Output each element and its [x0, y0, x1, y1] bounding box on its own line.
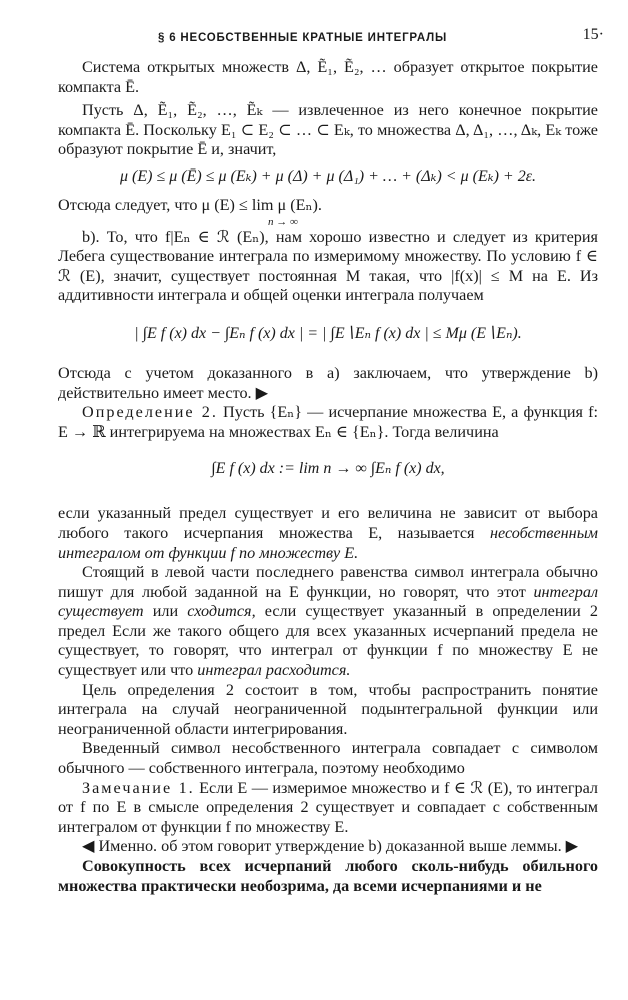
formula-integral-difference: | ∫E f (x) dx − ∫Eₙ f (x) dx | = | ∫E∖Eₙ f (x) dx | ≤ Mμ (E∖Eₙ). — [134, 324, 522, 342]
limit-subscript: n → ∞ — [268, 215, 298, 228]
term-diverges: интеграл расходится. — [197, 661, 351, 680]
formula-measure-estimate: μ (E) ≤ μ (Ē) ≤ μ (Eₖ) + μ (Δ) + μ (Δ₁) + … + (Δₖ) < μ (Eₖ) + 2ε. — [120, 167, 536, 185]
paragraph-limit-conclusion — [58, 196, 598, 216]
remark-text: Если E — измеримое множество и f ∈ ℛ (E), то интеграл от f по E в смысле определения 2 существует и совпадает с собственным интегралом от функции f по множеству E. — [58, 778, 598, 836]
definition-label: Определение 2. — [82, 403, 218, 422]
book-page — [58, 26, 604, 896]
definition-condition: если указанный предел существует и его величина не зависит от выбора любого такого исчерпания множества E, называется — [58, 504, 598, 542]
paragraph-convergence — [58, 563, 598, 681]
paragraph-part-b: b). То, что f|Eₙ ∈ ℛ (Eₙ), нам хорошо известно и следует из критерия Лебега существование интеграла по измеримому множеству. По условию f ∈ ℛ (E), значит, существует постоянная M такая, что |f(x)| ≤ M на E. Из аддитивности интеграла и общей оценки интеграла получаем — [58, 227, 598, 305]
page-number: 15· — [582, 26, 604, 43]
running-header — [58, 26, 604, 50]
paragraph-definition-continuation — [58, 504, 598, 563]
convergence-text-2: или — [152, 602, 179, 621]
term-integral-exists: интеграл существует — [58, 582, 598, 621]
convergence-text-1: Стоящий в левой части последнего равенства символ интеграла обычно пишут для любой заданной на E функции, но говорят, что этот — [58, 563, 598, 601]
paragraph-proof-note: ◀ Именно. об этом говорит утверждение b) доказанной выше леммы. ▶ — [82, 837, 579, 856]
paragraph-open-cover: Система открытых множеств Δ, Ẽ₁, Ẽ₂, … образует открытое покрытие компакта Ē. — [58, 58, 598, 96]
formula-improper-integral: ∫E f (x) dx := lim n → ∞ ∫Eₙ f (x) dx, — [211, 460, 445, 478]
paragraph-part-b-conclusion: Отсюда с учетом доказанного в a) заключаем, что утверждение b) действительно имеет место. ▶ — [58, 363, 598, 402]
section-title: § 6 НЕСОБСТВЕННЫЕ КРАТНЫЕ ИНТЕГРАЛЫ — [158, 32, 448, 44]
paragraph-finite-subcover: Пусть Δ, Ẽ₁, Ẽ₂, …, Ẽₖ — извлеченное из него конечное покрытие компакта Ē. Поскольку E₁ ⊂ E₂ ⊂ … ⊂ Eₖ, то множества Δ, Δ₁, …, Δₖ, Eₖ тоже образуют покрытие Ē и, значит, — [58, 101, 598, 159]
remark-1 — [58, 779, 598, 838]
term-converges: сходится, — [187, 602, 256, 621]
remark-label: Замечание 1. — [82, 778, 195, 797]
convergence-text-3: если существует указанный в определении 2 предел Если же такого общего для всех указанных исчерпаний предела не существует, то говорят, что интеграл от функции f по множеству E не существует или что — [58, 602, 599, 680]
definition-2 — [58, 403, 598, 442]
definition-text: Пусть {Eₙ} — исчерпание множества E, а функция f: E → ℝ интегрируема на множествах Eₙ ∈ {Eₙ}. Тогда величина — [58, 403, 598, 441]
limit-conclusion-text: Отсюда следует, что μ (E) ≤ lim μ (Eₙ). — [58, 195, 322, 214]
paragraph-symbol: Введенный символ несобственного интеграла совпадает с символом обычного — собственного интеграла, поэтому необходимо — [58, 739, 598, 778]
improper-integral-term: несобственным интегралом от функции f по множеству E. — [58, 523, 598, 562]
paragraph-purpose: Цель определения 2 состоит в том, чтобы распространить понятие интеграла на случай неограниченной подынтегральной функции или неограниченной области интегрирования. — [58, 680, 598, 738]
paragraph-exhaustions: Совокупность всех исчерпаний любого сколь-нибудь обильного множества практически необозрима, да всеми исчерпаниями и не — [58, 857, 598, 895]
